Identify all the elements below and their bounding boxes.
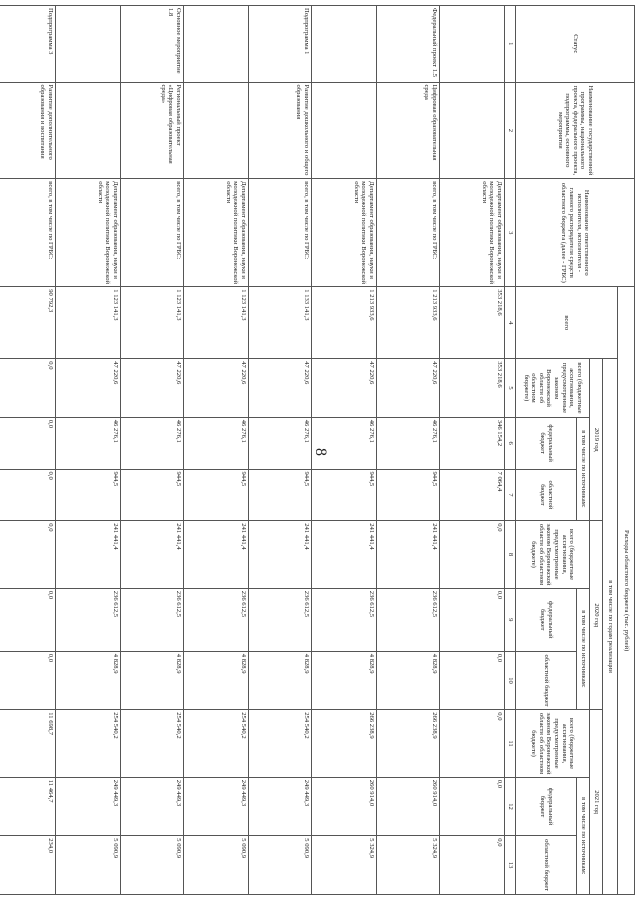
column-number: 10 — [505, 651, 516, 710]
row-status: Подпрограмма 1 — [249, 6, 312, 83]
header-name: Наименование государственной программы, национального проекта, федерального проекта, подпрограммы, основного мероприятия — [516, 82, 635, 179]
row-2021-regional: 5 090,9 — [249, 836, 312, 895]
row-2019-federal: 46 276,1 — [121, 417, 184, 469]
row-executor: всего, в том числе по ГРБС: — [0, 179, 56, 287]
header-year-2020: 2020 год — [590, 521, 603, 710]
row-total: 1 213 933,6 — [377, 287, 440, 359]
table-row — [249, 6, 312, 895]
row-2020-total: 241 441,4 — [121, 521, 184, 589]
row-2020-federal: 0,0 — [0, 588, 56, 651]
header-2019-federal: федеральный бюджет — [516, 417, 577, 469]
row-name — [56, 82, 121, 179]
header-expenses: Расходы областного бюджета (тыс. рублей) — [618, 287, 635, 895]
row-2020-regional: 0,0 — [440, 651, 505, 710]
row-2021-total: 11 698,7 — [0, 710, 56, 778]
row-2021-federal: 249 449,3 — [184, 777, 249, 836]
row-2019-total: 47 220,6 — [121, 359, 184, 418]
header-2021-regional: областной бюджет — [516, 836, 577, 895]
row-2021-federal: 260 914,0 — [377, 777, 440, 836]
row-2020-federal: 236 612,5 — [377, 588, 440, 651]
row-2021-federal: 249 449,3 — [121, 777, 184, 836]
row-2020-total: 0,0 — [440, 521, 505, 589]
row-2019-total: 47 220,6 — [184, 359, 249, 418]
row-2019-regional: 944,5 — [121, 469, 184, 521]
header-year-2021: 2021 год — [590, 710, 603, 895]
row-2019-regional: 944,5 — [56, 469, 121, 521]
row-2021-total: 0,0 — [440, 710, 505, 778]
row-2019-total: 47 220,6 — [249, 359, 312, 418]
column-number: 12 — [505, 777, 516, 836]
row-2021-total: 266 238,9 — [312, 710, 377, 778]
row-2020-federal: 236 612,5 — [184, 588, 249, 651]
header-by-years: в том числе по годам реализации — [603, 359, 618, 895]
row-2019-regional: 7 064,4 — [440, 469, 505, 521]
row-2021-regional: 5 090,9 — [121, 836, 184, 895]
row-2020-regional: 4 828,9 — [184, 651, 249, 710]
column-number: 9 — [505, 588, 516, 651]
header-2020-sources: в том числе по источникам: — [577, 588, 590, 710]
row-2019-federal: 346 154,2 — [440, 417, 505, 469]
column-number: 5 — [505, 359, 516, 418]
header-2019-sources: в том числе по источникам: — [577, 417, 590, 521]
row-2019-regional: 944,5 — [377, 469, 440, 521]
row-2020-federal: 236 612,5 — [312, 588, 377, 651]
header-2020-total-budget: всего (бюджетные ассигнования, предусмотренные законом Воронежской области об областном бюджете) — [516, 521, 590, 589]
row-name: Развитие дополнительного образования и воспитания — [0, 82, 56, 179]
row-name: Развитие дошкольного и общего образования — [249, 82, 312, 179]
row-2020-total: 241 441,4 — [377, 521, 440, 589]
row-2019-regional: 944,5 — [184, 469, 249, 521]
row-2021-total: 254 540,2 — [184, 710, 249, 778]
row-executor: Департамент образования, науки и молодежной политики Воронежской области — [56, 179, 121, 287]
row-total: 1 123 141,3 — [184, 287, 249, 359]
header-2020-federal: федеральный бюджет — [516, 588, 577, 651]
row-2020-federal: 236 612,5 — [249, 588, 312, 651]
row-executor: всего, в том числе по ГРБС: — [249, 179, 312, 287]
row-2021-regional: 5 090,9 — [56, 836, 121, 895]
column-number: 2 — [505, 82, 516, 179]
row-2019-federal: 0,0 — [0, 417, 56, 469]
row-2020-federal: 0,0 — [440, 588, 505, 651]
header-2021-sources: в том числе по источникам: — [577, 777, 590, 894]
row-executor: Департамент образования, науки и молодежной политики Воронежской области — [184, 179, 249, 287]
row-2021-federal: 249 449,3 — [56, 777, 121, 836]
row-2021-regional: 5 090,9 — [184, 836, 249, 895]
row-executor: Департамент образования, науки и молодежной политики Воронежской области — [312, 179, 377, 287]
header-2021-federal: федеральный бюджет — [516, 777, 577, 836]
row-2020-regional: 4 828,9 — [121, 651, 184, 710]
row-name — [312, 82, 377, 179]
row-executor: всего, в том числе по ГРБС: — [121, 179, 184, 287]
column-number: 7 — [505, 469, 516, 521]
budget-sheet — [5, 5, 635, 900]
row-2021-total: 254 540,2 — [121, 710, 184, 778]
row-name — [184, 82, 249, 179]
row-2019-regional: 0,0 — [0, 469, 56, 521]
row-2020-total: 0,0 — [0, 521, 56, 589]
header-executor: Наименование ответственного исполнителя, исполнителя - главного распорядителя средств областного бюджета (далее - ГРБС) — [516, 179, 635, 287]
row-2020-total: 241 441,4 — [312, 521, 377, 589]
row-2021-regional: 0,0 — [440, 836, 505, 895]
row-status: Федеральный проект 1.5 — [377, 6, 440, 83]
row-2020-regional: 4 828,9 — [249, 651, 312, 710]
row-status — [184, 6, 249, 83]
row-total: 1 123 141,3 — [121, 287, 184, 359]
row-2020-federal: 236 612,5 — [121, 588, 184, 651]
row-total: 353 218,6 — [440, 287, 505, 359]
row-2021-federal: 0,0 — [440, 777, 505, 836]
row-status — [56, 6, 121, 83]
column-number: 4 — [505, 287, 516, 359]
column-number: 6 — [505, 417, 516, 469]
row-2019-total: 47 220,6 — [312, 359, 377, 418]
row-2020-total: 241 441,4 — [184, 521, 249, 589]
row-2019-federal: 46 276,1 — [249, 417, 312, 469]
table-row — [440, 6, 505, 895]
page-number: 8 — [312, 448, 329, 456]
header-year-2019: 2019 год — [590, 359, 603, 521]
row-2021-federal: 11 464,7 — [0, 777, 56, 836]
row-status: Подпрограмма 3 — [0, 6, 56, 83]
row-2021-regional: 234,0 — [0, 836, 56, 895]
row-total: 1 133 141,3 — [249, 287, 312, 359]
header-2021-total-budget: всего (бюджетные ассигнования, предусмотренные законом Воронежской области об областном бюджете) — [516, 710, 590, 778]
column-number: 11 — [505, 710, 516, 778]
row-2021-total: 266 238,9 — [377, 710, 440, 778]
row-executor: всего, в том числе по ГРБС: — [377, 179, 440, 287]
row-status — [312, 6, 377, 83]
table-row — [0, 6, 56, 895]
row-2021-federal: 249 449,3 — [249, 777, 312, 836]
row-2020-regional: 4 828,9 — [312, 651, 377, 710]
budget-table — [0, 5, 635, 895]
column-number: 1 — [505, 6, 516, 83]
column-number-row — [505, 6, 516, 895]
row-2019-total: 0,0 — [0, 359, 56, 418]
header-2019-total-budget: всего (бюджетные ассигнования, предусмотренные законом Воронежской области об областном бюджете) — [516, 359, 590, 418]
row-2019-regional: 944,5 — [249, 469, 312, 521]
header-2020-regional: областной бюджет — [516, 651, 577, 710]
column-number: 8 — [505, 521, 516, 589]
row-2021-regional: 5 324,9 — [312, 836, 377, 895]
row-2021-total: 254 540,2 — [56, 710, 121, 778]
row-2020-regional: 0,0 — [0, 651, 56, 710]
table-row — [184, 6, 249, 895]
column-number: 13 — [505, 836, 516, 895]
header-total: всего — [516, 287, 618, 359]
table-row — [312, 6, 377, 895]
row-2019-federal: 46 276,1 — [377, 417, 440, 469]
row-2019-regional: 944,5 — [312, 469, 377, 521]
table-row — [377, 6, 440, 895]
row-name — [440, 82, 505, 179]
row-2021-regional: 5 324,9 — [377, 836, 440, 895]
row-2019-total: 47 220,6 — [377, 359, 440, 418]
row-2020-total: 241 441,4 — [249, 521, 312, 589]
row-2020-regional: 4 828,9 — [56, 651, 121, 710]
row-total: 1 213 933,6 — [312, 287, 377, 359]
header-2019-regional: областной бюджет — [516, 469, 577, 521]
row-2019-federal: 46 276,1 — [184, 417, 249, 469]
rotated-page — [5, 5, 635, 900]
row-2019-total: 353 218,6 — [440, 359, 505, 418]
header-status: Статус — [516, 6, 635, 83]
row-2019-total: 47 220,6 — [56, 359, 121, 418]
row-name: Цифровая образовательная среда — [377, 82, 440, 179]
row-status: Основное мероприятие 1.8 — [121, 6, 184, 83]
row-2019-federal: 46 276,1 — [312, 417, 377, 469]
row-executor: Департамент образования, науки и молодежной политики Воронежской области — [440, 179, 505, 287]
row-2021-federal: 260 914,0 — [312, 777, 377, 836]
row-2019-federal: 46 276,1 — [56, 417, 121, 469]
row-name: Региональный проект «Цифровая образовательная среда» — [121, 82, 184, 179]
row-total: 90 792,3 — [0, 287, 56, 359]
row-status — [440, 6, 505, 83]
row-2020-federal: 236 612,5 — [56, 588, 121, 651]
column-number: 3 — [505, 179, 516, 287]
row-2020-regional: 4 828,9 — [377, 651, 440, 710]
row-2021-total: 254 540,2 — [249, 710, 312, 778]
table-row — [121, 6, 184, 895]
table-row — [56, 6, 121, 895]
row-2020-total: 241 441,4 — [56, 521, 121, 589]
row-total: 1 123 141,3 — [56, 287, 121, 359]
